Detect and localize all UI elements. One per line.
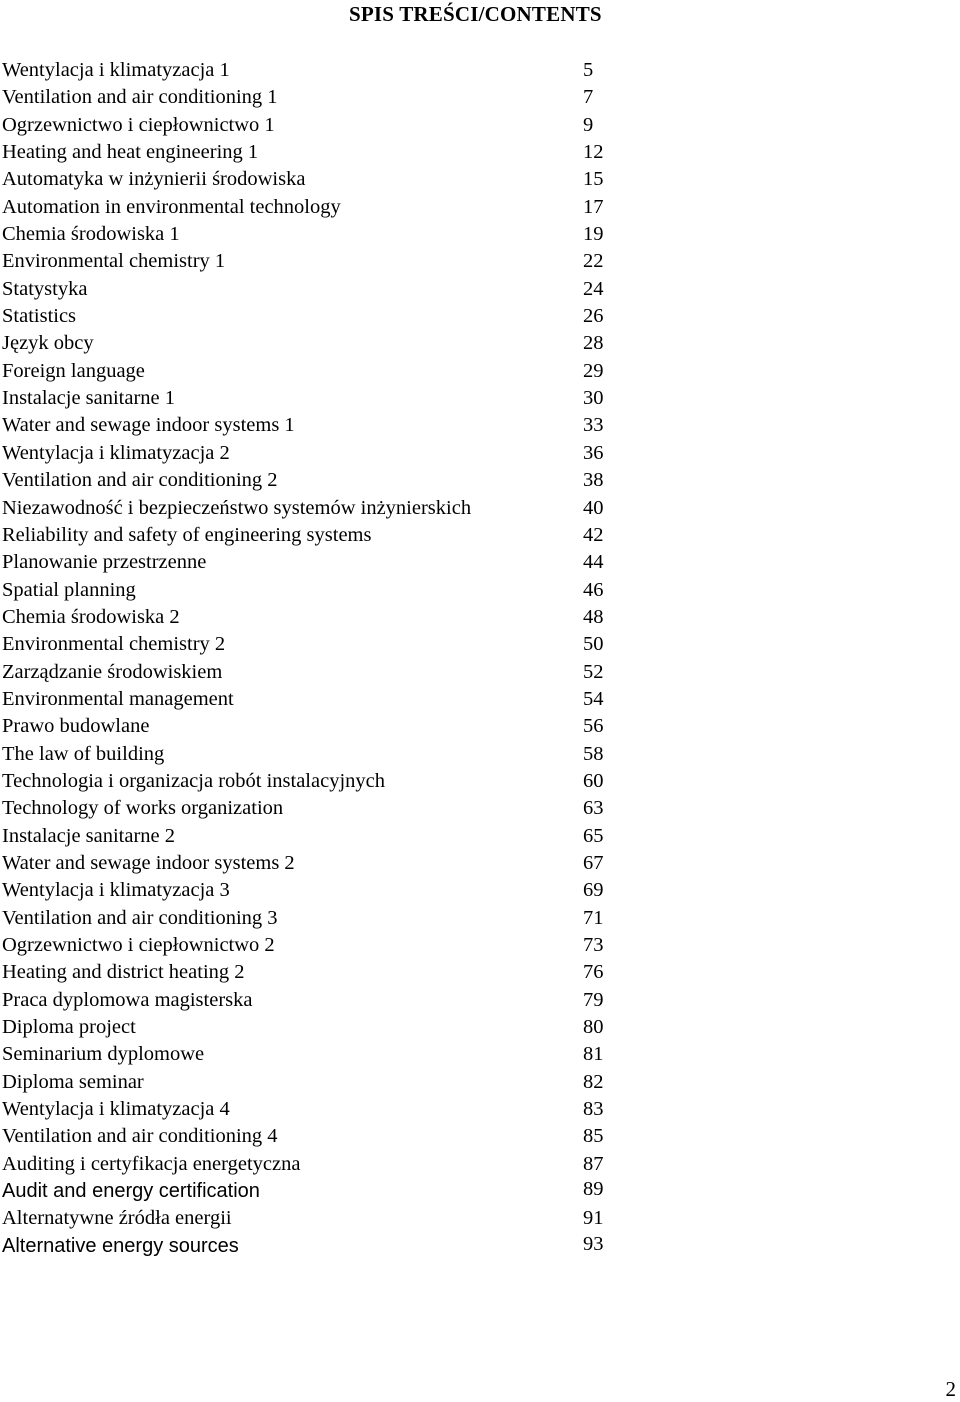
toc-entry	[2, 1069, 642, 1096]
toc-entry-title: Alternative energy sources	[2, 1234, 239, 1257]
toc-entry-title: Automatyka w inżynierii środowiska	[2, 168, 306, 191]
toc-entry-title: Ogrzewnictwo i ciepłownictwo 2	[2, 934, 275, 956]
toc-entry	[2, 713, 642, 740]
toc-entry	[2, 276, 642, 303]
toc-entry-title: The law of building	[2, 742, 165, 765]
toc-entry	[2, 112, 642, 139]
toc-entry-title: Reliability and safety of engineering systems	[2, 523, 372, 546]
toc-entry-page: 5	[583, 59, 594, 81]
toc-entry-title: Diploma project	[2, 1016, 136, 1039]
toc-entry	[2, 795, 642, 822]
toc-entry-title: Zarządzanie środowiskiem	[2, 660, 223, 683]
toc-entry-title: Automation in environmental technology	[2, 195, 341, 218]
toc-entry-page: 9	[583, 113, 594, 136]
toc-entry-title: Ventilation and air conditioning 3	[2, 906, 278, 929]
toc-entry-title: Water and sewage indoor systems 1	[2, 414, 295, 437]
toc-entry-page: 82	[583, 1070, 604, 1093]
toc-entry-page: 17	[583, 195, 604, 218]
toc-entry-page: 63	[583, 797, 604, 820]
toc-entry-title: Ogrzewnictwo i ciepłownictwo 1	[2, 113, 275, 136]
toc-entry-page: 50	[583, 633, 604, 656]
toc-entry	[2, 194, 642, 221]
toc-entry-title: Heating and district heating 2	[2, 961, 245, 984]
toc-entry-page: 54	[583, 687, 604, 710]
toc-entry-page: 73	[583, 934, 604, 956]
toc-entry	[2, 659, 642, 686]
toc-entry-page: 93	[583, 1232, 604, 1255]
toc-entry	[2, 768, 642, 795]
toc-entry-page: 7	[583, 86, 594, 109]
toc-entry-title: Niezawodność i bezpieczeństwo systemów inżynierskich	[2, 496, 472, 519]
toc-entry	[2, 330, 642, 357]
toc-entry	[2, 604, 642, 631]
toc-entry	[2, 850, 642, 877]
toc-entry	[2, 1205, 642, 1232]
page-title: SPIS TREŚCI/CONTENTS	[349, 2, 602, 26]
toc-entry-page: 85	[583, 1125, 604, 1148]
table-of-contents	[2, 57, 642, 1260]
toc-entry-title: Technology of works organization	[2, 797, 284, 820]
toc-entry-title: Technologia i organizacja robót instalacyjnych	[2, 769, 385, 792]
toc-entry-title: Praca dyplomowa magisterska	[2, 988, 253, 1011]
toc-entry	[2, 1178, 642, 1205]
toc-entry-page: 33	[583, 414, 604, 437]
toc-entry-title: Wentylacja i klimatyzacja 2	[2, 441, 230, 464]
toc-entry-title: Instalacje sanitarne 2	[2, 824, 176, 847]
toc-entry	[2, 303, 642, 330]
toc-entry-title: Instalacje sanitarne 1	[2, 387, 176, 410]
toc-entry-page: 67	[583, 851, 604, 874]
toc-entry-title: Ventilation and air conditioning 1	[2, 86, 278, 109]
toc-entry	[2, 686, 642, 713]
toc-entry-page: 48	[583, 605, 604, 628]
toc-entry	[2, 467, 642, 494]
toc-entry-title: Environmental chemistry 1	[2, 250, 226, 273]
toc-entry-page: 46	[583, 578, 604, 601]
toc-entry	[2, 221, 642, 248]
toc-entry	[2, 549, 642, 576]
toc-entry-page: 15	[583, 168, 604, 191]
toc-entry-page: 60	[583, 769, 604, 792]
toc-entry-title: Wentylacja i klimatyzacja 4	[2, 1098, 230, 1121]
toc-entry-title: Foreign language	[2, 359, 145, 382]
toc-entry-page: 87	[583, 1152, 604, 1175]
toc-entry	[2, 631, 642, 658]
toc-entry	[2, 84, 642, 111]
toc-entry-page: 91	[583, 1207, 604, 1230]
toc-entry-title: Water and sewage indoor systems 2	[2, 851, 295, 874]
toc-entry-page: 28	[583, 332, 604, 355]
toc-entry	[2, 1123, 642, 1150]
toc-entry-title: Chemia środowiska 1	[2, 223, 180, 246]
page-number: 2	[945, 1377, 956, 1401]
toc-entry-page: 58	[583, 742, 604, 765]
toc-entry	[2, 823, 642, 850]
toc-entry-page: 26	[583, 305, 604, 328]
toc-entry	[2, 1096, 642, 1123]
toc-entry-page: 42	[583, 523, 604, 546]
toc-entry-title: Ventilation and air conditioning 4	[2, 1125, 278, 1148]
toc-entry-title: Seminarium dyplomowe	[2, 1043, 205, 1066]
toc-entry-page: 81	[583, 1043, 604, 1066]
toc-entry-page: 30	[583, 387, 604, 410]
toc-entry-page: 89	[583, 1178, 604, 1201]
toc-entry-page: 36	[583, 441, 604, 464]
toc-entry-title: Język obcy	[2, 332, 94, 355]
toc-entry-page: 12	[583, 141, 604, 164]
toc-entry	[2, 577, 642, 604]
toc-entry-page: 76	[583, 961, 604, 984]
toc-entry-page: 29	[583, 359, 604, 382]
toc-entry	[2, 905, 642, 932]
toc-entry	[2, 1151, 642, 1178]
toc-entry-page: 80	[583, 1016, 604, 1039]
toc-entry-title: Alternatywne źródła energii	[2, 1207, 232, 1230]
toc-entry	[2, 522, 642, 549]
toc-entry-page: 24	[583, 277, 604, 300]
toc-entry-title: Audit and energy certification	[2, 1180, 260, 1203]
toc-entry	[2, 440, 642, 467]
toc-entry	[2, 987, 642, 1014]
toc-entry	[2, 57, 642, 84]
toc-entry	[2, 358, 642, 385]
toc-entry-title: Spatial planning	[2, 578, 136, 601]
toc-entry	[2, 139, 642, 166]
toc-entry-page: 40	[583, 496, 604, 519]
toc-entry-title: Diploma seminar	[2, 1070, 144, 1093]
toc-entry-title: Wentylacja i klimatyzacja 3	[2, 879, 230, 902]
toc-entry	[2, 166, 642, 193]
toc-entry-page: 71	[583, 906, 604, 929]
toc-entry	[2, 741, 642, 768]
toc-entry-page: 83	[583, 1098, 604, 1121]
toc-entry-title: Ventilation and air conditioning 2	[2, 469, 278, 492]
toc-entry-page: 56	[583, 715, 604, 738]
toc-entry	[2, 248, 642, 275]
toc-entry-title: Wentylacja i klimatyzacja 1	[2, 59, 230, 81]
toc-entry-title: Statystyka	[2, 277, 88, 300]
toc-entry-title: Environmental management	[2, 687, 234, 710]
toc-entry-title: Prawo budowlane	[2, 715, 150, 738]
toc-entry	[2, 495, 642, 522]
toc-entry	[2, 959, 642, 986]
toc-entry-title: Environmental chemistry 2	[2, 633, 226, 656]
toc-entry	[2, 385, 642, 412]
toc-entry	[2, 1041, 642, 1068]
toc-entry	[2, 1014, 642, 1041]
toc-entry-title: Statistics	[2, 305, 77, 328]
toc-entry-page: 79	[583, 988, 604, 1011]
toc-entry	[2, 877, 642, 904]
toc-entry-page: 65	[583, 824, 604, 847]
toc-entry-title: Chemia środowiska 2	[2, 605, 180, 628]
toc-entry-title: Heating and heat engineering 1	[2, 141, 259, 164]
toc-entry	[2, 1233, 642, 1260]
toc-entry-page: 44	[583, 551, 604, 574]
toc-entry-title: Planowanie przestrzenne	[2, 551, 207, 574]
toc-entry-title: Auditing i certyfikacja energetyczna	[2, 1152, 301, 1175]
toc-entry-page: 19	[583, 223, 604, 246]
toc-entry-page: 22	[583, 250, 604, 273]
toc-entry	[2, 932, 642, 959]
toc-entry	[2, 412, 642, 439]
toc-entry-page: 52	[583, 660, 604, 683]
toc-entry-page: 38	[583, 469, 604, 492]
toc-entry-page: 69	[583, 879, 604, 902]
